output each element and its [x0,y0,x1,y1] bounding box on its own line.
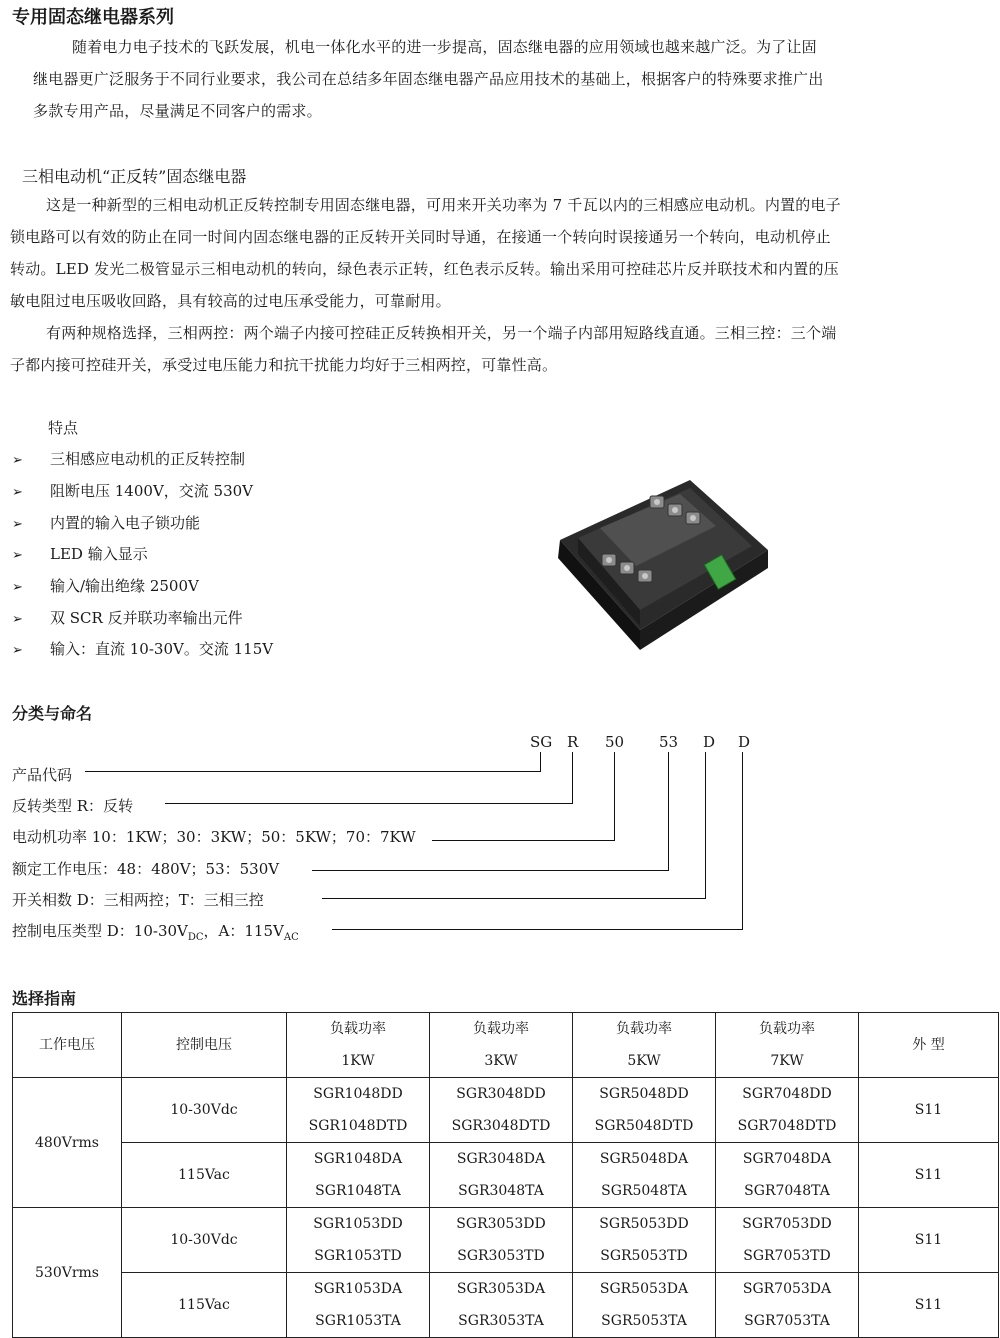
table-row [13,1273,999,1338]
control-cell: 115Vac [122,1143,287,1208]
bullet-arrow-icon: ➢ [12,485,23,500]
naming-heading: 分类与命名 [12,704,93,723]
code-part: D [703,733,716,751]
list-item [12,480,253,501]
bullet-arrow-icon: ➢ [12,612,23,627]
list-item [12,607,243,628]
intro-line: 随着电力电子技术的飞跃发展，机电一体化水平的进一步提高，固态继电器的应用领域也越来越广泛。为了让固 [72,38,817,56]
feature-text: 阻断电压 1400V，交流 530V [50,482,254,500]
leader-line [572,752,573,804]
model-cell: SGR3048DA SGR3048TA [430,1143,573,1208]
model-cell: SGR7048DD SGR7048DTD [716,1078,859,1143]
leader-line [742,752,743,930]
leader-line [332,929,743,930]
leader-line [614,752,615,841]
list-item [12,638,273,659]
code-part: SG [530,733,553,751]
leader-line [322,898,706,899]
model-cell: SGR5053DD SGR5053TD [573,1208,716,1273]
shape-cell: S11 [859,1273,999,1338]
description-line: 敏电阻过电压吸收回路，具有较高的过电压承受能力，可靠耐用。 [10,292,451,310]
voltage-cell: 480Vrms [13,1078,122,1208]
bullet-arrow-icon: ➢ [12,643,23,658]
control-cell: 10-30Vdc [122,1208,287,1273]
code-part: R [567,733,579,751]
model-cell: SGR7048DA SGR7048TA [716,1143,859,1208]
leader-line [85,771,541,772]
leader-line [668,752,669,871]
list-item [12,448,245,469]
table-header-row [13,1013,999,1078]
model-cell: SGR5048DA SGR5048TA [573,1143,716,1208]
voltage-cell: 530Vrms [13,1208,122,1338]
header-load: 负载功率 1KW [287,1013,430,1078]
description-line: 这是一种新型的三相电动机正反转控制专用固态继电器，可用来开关功率为 7 千瓦以内的三相感应电动机。内置的电子 [46,196,841,214]
table-row [13,1078,999,1143]
header-control: 控制电压 [122,1013,287,1078]
control-cell: 115Vac [122,1273,287,1338]
shape-cell: S11 [859,1078,999,1143]
header-load: 负载功率 7KW [716,1013,859,1078]
feature-text: 内置的输入电子锁功能 [50,514,201,532]
model-cell: SGR3053DA SGR3053TA [430,1273,573,1338]
model-cell: SGR3053DD SGR3053TD [430,1208,573,1273]
bullet-arrow-icon: ➢ [12,580,23,595]
bullet-arrow-icon: ➢ [12,517,23,532]
description-line: 转动。LED 发光二极管显示三相电动机的转向，绿色表示正转，红色表示反转。输出采用可控硅芯片反并联技术和内置的压 [10,260,839,278]
naming-label: 反转类型 R：反转 [12,797,134,815]
header-shape: 外 型 [859,1013,999,1078]
naming-label: 控制电压类型 D：$10-30V_{DC}$，A：$115V_{AC}$ [12,922,299,943]
selection-table [12,1012,999,1338]
list-item [12,543,148,564]
table-row [13,1143,999,1208]
bullet-arrow-icon: ➢ [12,548,23,563]
code-part: 53 [659,733,679,751]
header-load: 负载功率 5KW [573,1013,716,1078]
product-photo [540,470,770,670]
model-cell: SGR1048DD SGR1048DTD [287,1078,430,1143]
spec-line: 有两种规格选择，三相两控：两个端子内接可控硅正反转换相开关，另一个端子内部用短路线直通。三相三控：三个端 [46,324,837,342]
naming-label: 产品代码 [12,766,73,784]
table-row [13,1208,999,1273]
model-cell: SGR7053DD SGR7053TD [716,1208,859,1273]
model-cell: SGR7053DA SGR7053TA [716,1273,859,1338]
naming-label: 开关相数 D：三相两控；T：三相三控 [12,891,264,909]
section-heading: 三相电动机“正反转”固态继电器 [22,167,247,186]
leader-line [705,752,706,899]
code-part: D [738,733,751,751]
leader-line [432,840,615,841]
description-line: 锁电路可以有效的防止在同一时间内固态继电器的正反转开关同时导通，在接通一个转向时误接通另一个转向，电动机停止 [10,228,831,246]
list-item [12,575,199,596]
feature-text: 输入：直流 10-30V。交流 115V [50,640,274,658]
shape-cell: S11 [859,1143,999,1208]
model-cell: SGR5053DA SGR5053TA [573,1273,716,1338]
feature-text: 输入/输出绝缘 2500V [50,577,199,595]
feature-text: 三相感应电动机的正反转控制 [50,450,246,468]
bullet-arrow-icon: ➢ [12,453,23,468]
page-title: 专用固态继电器系列 [12,7,174,28]
leader-line [540,752,541,772]
model-cell: SGR1048DA SGR1048TA [287,1143,430,1208]
list-item [12,512,200,533]
leader-line [165,803,573,804]
intro-line: 多款专用产品，尽量满足不同客户的需求。 [33,102,322,120]
features-heading: 特点 [48,419,79,437]
guide-heading: 选择指南 [12,989,77,1008]
feature-text: LED 输入显示 [50,545,148,563]
model-cell: SGR1053DA SGR1053TA [287,1273,430,1338]
control-cell: 10-30Vdc [122,1078,287,1143]
naming-label: 电动机功率 10：1KW；30：3KW；50：5KW；70：7KW [12,828,416,846]
code-part: 50 [605,733,625,751]
spec-line: 子都内接可控硅开关，承受过电压能力和抗干扰能力均好于三相两控，可靠性高。 [10,356,558,374]
model-cell: SGR3048DD SGR3048DTD [430,1078,573,1143]
shape-cell: S11 [859,1208,999,1273]
model-cell: SGR5048DD SGR5048DTD [573,1078,716,1143]
feature-text: 双 SCR 反并联功率输出元件 [50,609,243,627]
intro-line: 继电器更广泛服务于不同行业要求，我公司在总结多年固态继电器产品应用技术的基础上，根据客户的特殊要求推广出 [33,70,824,88]
header-voltage: 工作电压 [13,1013,122,1078]
model-cell: SGR1053DD SGR1053TD [287,1208,430,1273]
naming-label: 额定工作电压：48：480V；53：530V [12,860,280,878]
header-load: 负载功率 3KW [430,1013,573,1078]
leader-line [312,870,669,871]
